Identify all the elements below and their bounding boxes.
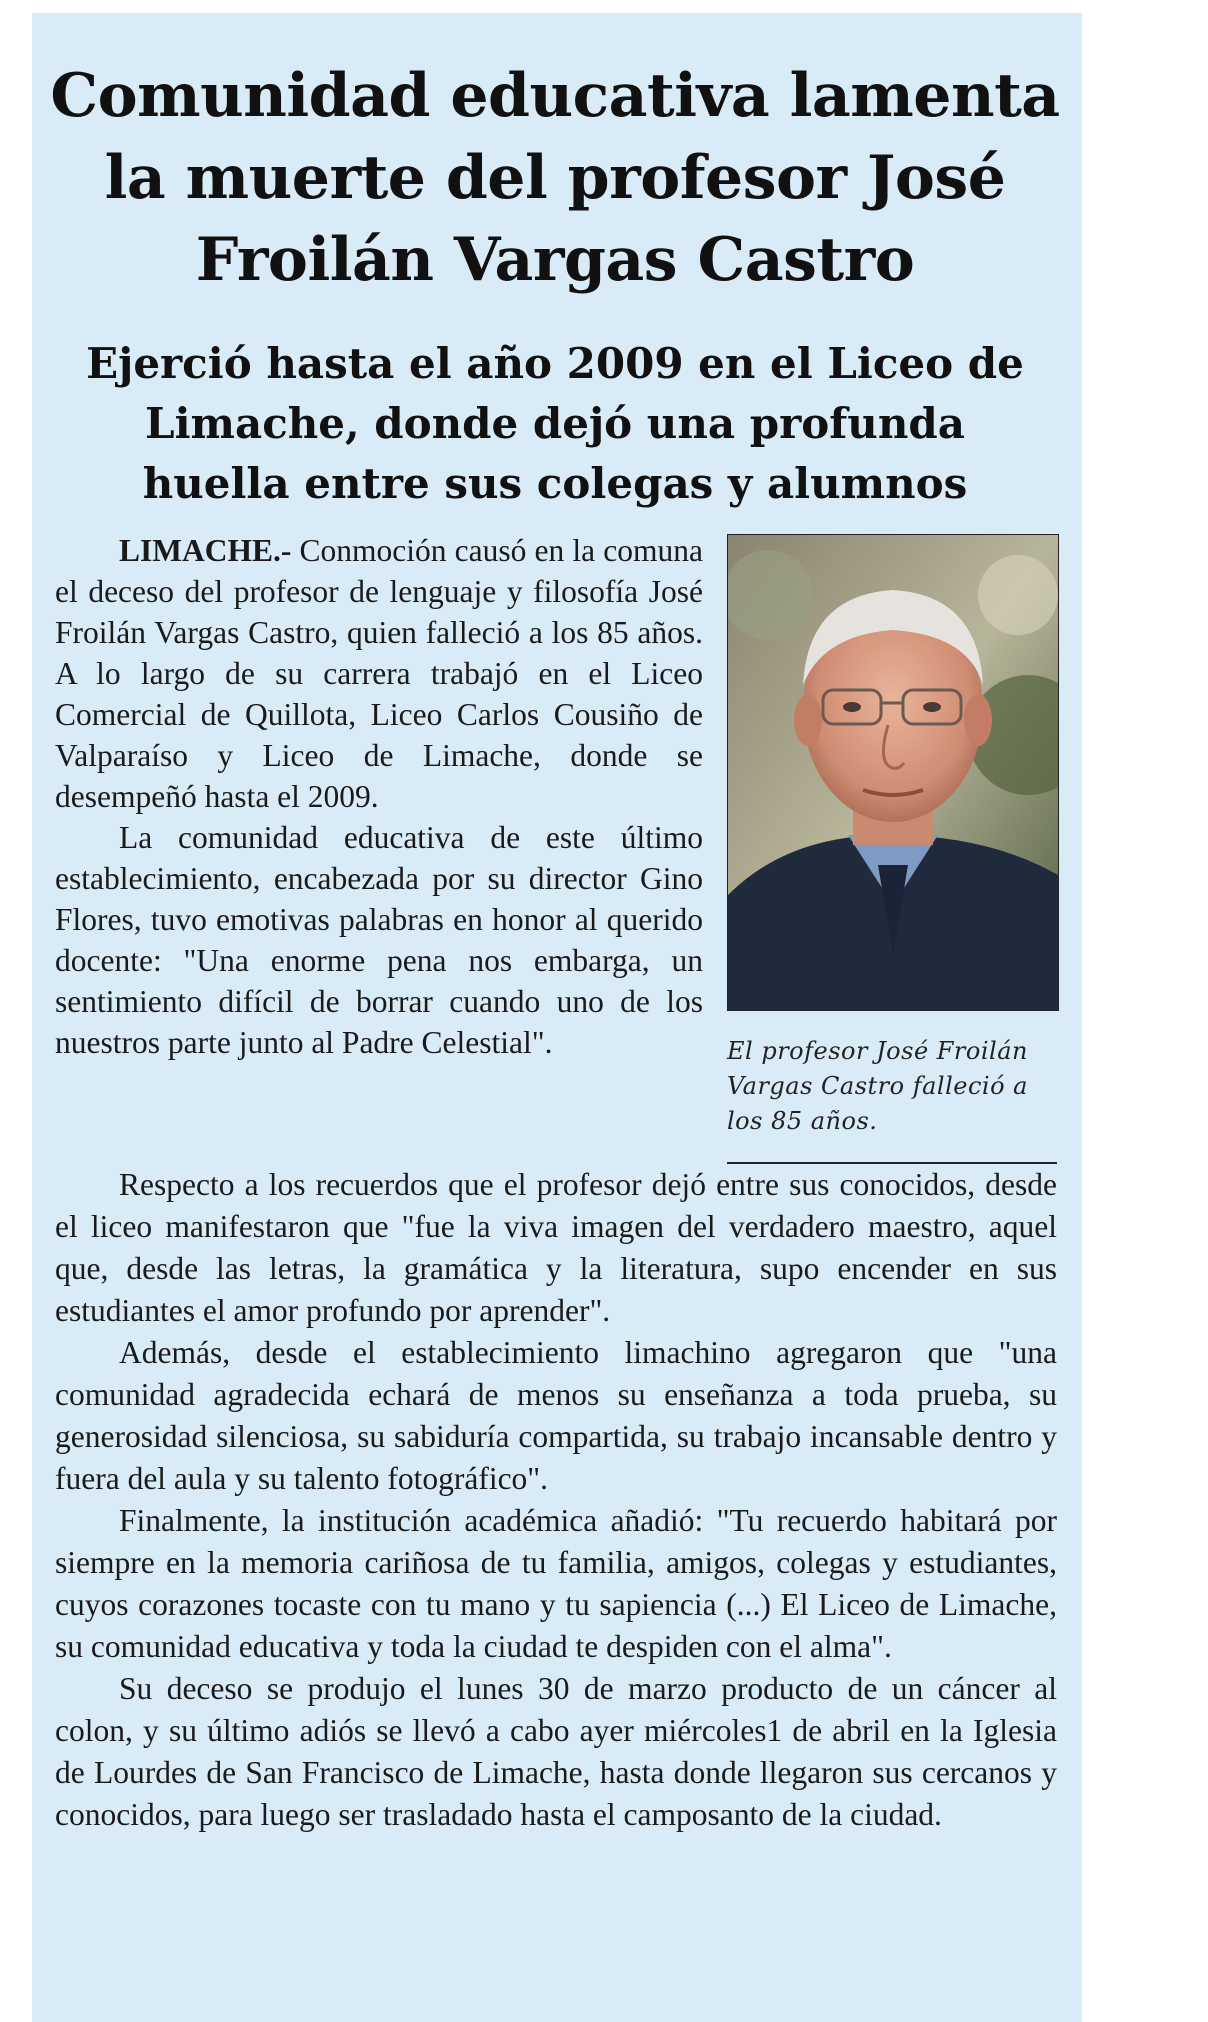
portrait-photo xyxy=(727,534,1059,1011)
paragraph-1 xyxy=(55,530,703,817)
portrait-illustration xyxy=(728,535,1058,1010)
photo-caption: El profesor José Froilán Vargas Castro falleció a los 85 años. xyxy=(727,1037,1028,1135)
paragraph-3: Respecto a los recuerdos que el profesor dejó entre sus conocidos, desde el liceo manifestaron que "fue la viva imagen del verdadero maestro, aquel que, desde las letras, la gramática y la literatura, supo encender en sus estudiantes el amor profundo por aprender". xyxy=(55,1167,1057,1328)
paragraph-4: Además, desde el establecimiento limachino agregaron que "una comunidad agradecida echará de menos su enseñanza a toda prueba, su generosidad silenciosa, su sabiduría compartida, su trabajo incansable dentro y fuera del aula y su talento fotográfico". xyxy=(55,1335,1057,1496)
paragraph-2: La comunidad educativa de este último establecimiento, encabezada por su director Gino Flores, tuvo emotivas palabras en honor al querido docente: "Una enorme pena nos embarga, un sentimiento difícil de borrar cuando uno de los nuestros parte junto al Padre Celestial". xyxy=(55,820,703,1060)
article-body-lower xyxy=(55,1164,1057,1836)
subheadline: Ejerció hasta el año 2009 en el Liceo de Limache, donde dejó una profunda huella entre sus colegas y alumnos xyxy=(86,339,1024,508)
paragraph-1-text: Conmoción causó en la comuna el deceso del profesor de lenguaje y filosofía José Froilán Vargas Castro, quien falleció a los 85 años. A lo largo de su carrera trabajó en el Liceo Comercial de Quillota, Liceo Carlos Cousiño de Valparaíso y Liceo de Limache, donde se desempeñó hasta el 2009. xyxy=(55,533,703,814)
dateline: LIMACHE.- xyxy=(119,533,292,568)
paragraph-5: Finalmente, la institución académica añadió: "Tu recuerdo habitará por siempre en la memoria cariñosa de tu familia, amigos, colegas y estudiantes, cuyos corazones tocaste con tu mano y tu sapiencia (...) El Liceo de Limache, su comunidad educativa y toda la ciudad te despiden con el alma". xyxy=(55,1503,1057,1664)
headline: Comunidad educativa lamenta la muerte del profesor José Froilán Vargas Castro xyxy=(50,61,1060,295)
article-body-upper xyxy=(55,530,703,1063)
paragraph-6: Su deceso se produjo el lunes 30 de marzo producto de un cáncer al colon, y su último adiós se llevó a cabo ayer miércoles1 de abril en la Iglesia de Lourdes de San Francisco de Limache, hasta donde llegaron sus cercanos y conocidos, para luego ser trasladado hasta el camposanto de la ciudad. xyxy=(55,1671,1057,1832)
